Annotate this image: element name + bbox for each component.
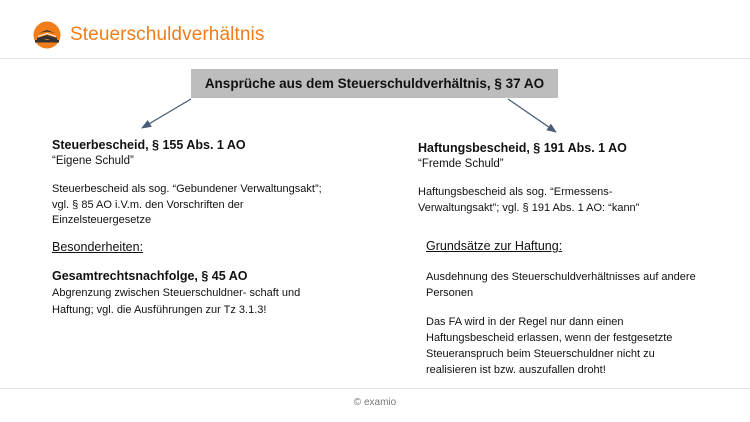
footer-divider	[0, 388, 750, 389]
book-logo-icon	[32, 21, 62, 49]
header-divider	[0, 58, 750, 59]
right-subheading: “Fremde Schuld”	[418, 158, 504, 170]
right-section-title: Grundsätze zur Haftung:	[426, 239, 563, 253]
right-paragraph-line: Ausdehnung des Steuerschuldverhältnisses auf andere	[426, 271, 696, 283]
left-description-line: vgl. § 85 AO i.V.m. den Vorschriften der	[52, 199, 244, 211]
left-subsection-line: Abgrenzung zwischen Steuerschuldner- schaft und	[52, 287, 301, 299]
left-subheading: “Eigene Schuld”	[52, 155, 134, 167]
left-subsection-line: Haftung; vgl. die Ausführungen zur Tz 3.1.3!	[52, 304, 267, 316]
left-subsection-title: Gesamtrechtsnachfolge, § 45 AO	[52, 269, 248, 283]
right-description-line: Haftungsbescheid als sog. “Ermessens-	[418, 186, 613, 198]
right-heading: Haftungsbescheid, § 191 Abs. 1 AO	[418, 141, 627, 155]
arrow-left	[142, 99, 191, 128]
right-paragraph-line: Das FA wird in der Regel nur dann einen	[426, 316, 624, 328]
right-paragraph-line: Haftungsbescheid erlassen, wenn der festgesetzte	[426, 332, 673, 344]
left-heading: Steuerbescheid, § 155 Abs. 1 AO	[52, 138, 246, 152]
right-paragraph-line: Personen	[426, 287, 474, 299]
right-description-line: Verwaltungsakt”; vgl. § 191 Abs. 1 AO: “kann”	[418, 202, 640, 214]
page-title: Steuerschuldverhältnis	[70, 24, 265, 45]
left-section-title: Besonderheiten:	[52, 240, 144, 254]
left-description-line: Einzelsteuergesetze	[52, 214, 152, 226]
right-paragraph-line: Steueranspruch beim Steuerschuldner nicht zu	[426, 348, 655, 360]
header	[0, 0, 750, 62]
title-box	[191, 69, 558, 98]
title-box-text: Ansprüche aus dem Steuerschuldverhältnis, § 37 AO	[204, 76, 545, 91]
right-paragraph-line: realisieren ist bzw. auszufallen droht!	[426, 364, 606, 376]
footer-copyright: © examio	[353, 397, 397, 408]
left-description-line: Steuerbescheid als sog. “Gebundener Verwaltungsakt”;	[52, 183, 322, 195]
arrow-right	[508, 99, 556, 132]
